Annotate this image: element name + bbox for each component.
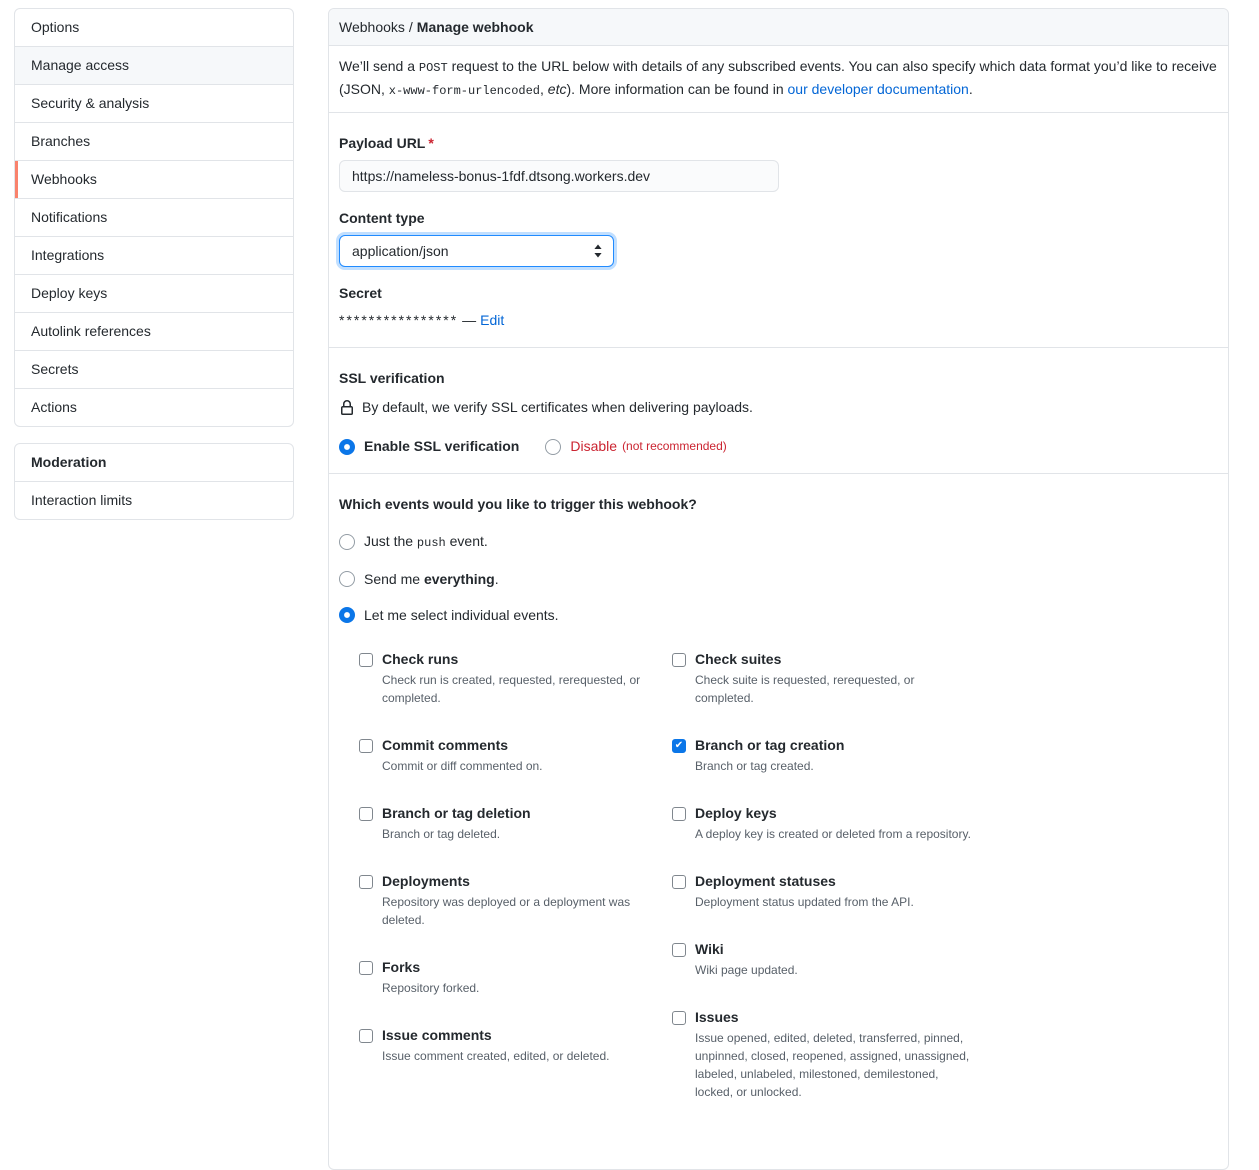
event-item-text	[382, 1025, 609, 1065]
ssl-enable-radio[interactable]	[339, 439, 355, 455]
event-checkbox[interactable]	[359, 807, 373, 821]
sidebar-item[interactable]: Manage access	[15, 46, 293, 84]
page-title: Manage webhook	[416, 19, 534, 35]
event-description: Repository was deployed or a deployment was deleted.	[382, 895, 631, 927]
sidebar-item[interactable]: Branches	[15, 122, 293, 160]
event-item-text	[695, 803, 971, 843]
sidebar-item[interactable]: Integrations	[15, 236, 293, 274]
event-item	[672, 1007, 975, 1101]
event-checkbox[interactable]	[672, 943, 686, 957]
ssl-note-text: By default, we verify SSL certificates when delivering payloads.	[362, 399, 753, 415]
intro-text: ). More information can be found in	[566, 81, 788, 97]
just-push-label	[364, 531, 488, 553]
event-title[interactable]: Issues	[695, 1009, 739, 1025]
event-item	[672, 649, 975, 707]
breadcrumb	[329, 9, 1228, 46]
sidebar-item[interactable]: Security & analysis	[15, 84, 293, 122]
sidebar-item[interactable]: Actions	[15, 388, 293, 426]
secret-edit-link[interactable]: Edit	[480, 312, 505, 328]
event-description: Deployment status updated from the API.	[695, 895, 914, 909]
label-bold-text: everything	[423, 571, 495, 587]
event-description: Issue opened, edited, deleted, transferred, pinned, unpinned, closed, reopened, assigned, unassigned, labeled, unlabeled, milestoned, demilestoned, locked, or unlocked.	[695, 1031, 970, 1099]
event-checkbox[interactable]	[359, 961, 373, 975]
everything-label	[364, 569, 499, 589]
repo-settings-nav	[14, 8, 294, 427]
webhook-intro-text	[329, 46, 1228, 113]
event-item-text	[695, 735, 844, 775]
just-push-radio[interactable]	[339, 534, 355, 550]
intro-code-post: POST	[418, 61, 448, 75]
event-checkbox[interactable]	[672, 1011, 686, 1025]
ssl-verification-heading: SSL verification	[339, 370, 445, 386]
event-checkbox[interactable]	[672, 807, 686, 821]
event-item-text	[695, 649, 975, 707]
secret-field-group	[339, 283, 1218, 331]
event-item-text	[382, 871, 662, 929]
event-item	[359, 957, 672, 997]
event-title[interactable]: Issue comments	[382, 1027, 492, 1043]
select-caret-icon	[593, 243, 603, 259]
events-heading: Which events would you like to trigger this webhook?	[339, 496, 697, 512]
event-checkbox[interactable]	[359, 653, 373, 667]
sidebar-item[interactable]: Autolink references	[15, 312, 293, 350]
ssl-disable-option[interactable]	[545, 436, 726, 457]
event-item	[672, 735, 975, 775]
intro-text: ,	[540, 81, 548, 97]
event-checkbox[interactable]	[359, 875, 373, 889]
event-checkbox[interactable]	[672, 653, 686, 667]
event-column-left	[359, 649, 672, 1129]
ssl-enable-option[interactable]	[339, 436, 519, 457]
ssl-options-row	[339, 436, 1218, 457]
individual-events-radio[interactable]	[339, 607, 355, 623]
events-section	[329, 474, 1228, 1169]
event-item	[359, 1025, 672, 1065]
event-title[interactable]: Commit comments	[382, 737, 509, 753]
event-title[interactable]: Deployments	[382, 873, 470, 889]
event-item-text	[382, 735, 543, 775]
event-title[interactable]: Forks	[382, 959, 421, 975]
event-item	[672, 871, 975, 911]
moderation-nav-header: Moderation	[15, 444, 293, 482]
breadcrumb-separator: /	[408, 19, 413, 35]
payload-url-field-group	[339, 133, 1218, 192]
individual-events-label: Let me select individual events.	[364, 607, 559, 623]
content-type-select[interactable]	[339, 235, 614, 267]
secret-separator: —	[462, 312, 477, 328]
event-description: Branch or tag created.	[695, 759, 814, 773]
event-description: Commit or diff commented on.	[382, 759, 543, 773]
event-title[interactable]: Deployment statuses	[695, 873, 836, 889]
event-item	[359, 735, 672, 775]
event-description: Repository forked.	[382, 981, 480, 995]
sidebar-item[interactable]: Interaction limits	[31, 492, 133, 508]
event-description: Branch or tag deleted.	[382, 827, 501, 841]
event-title[interactable]: Branch or tag deletion	[382, 805, 531, 821]
event-title[interactable]: Deploy keys	[695, 805, 777, 821]
settings-sidebar	[14, 8, 294, 520]
content-type-selected-value: application/json	[352, 243, 449, 259]
event-item-text	[695, 871, 914, 911]
event-checkbox[interactable]	[359, 739, 373, 753]
ssl-disable-radio[interactable]	[545, 439, 561, 455]
event-checkbox[interactable]	[672, 875, 686, 889]
ssl-verification-section	[329, 348, 1228, 474]
content-type-label: Content type	[339, 210, 425, 226]
ssl-disable-label: Disable	[570, 438, 618, 454]
everything-radio[interactable]	[339, 571, 355, 587]
event-description: Check run is created, requested, rerequested, or completed.	[382, 673, 641, 705]
event-description: Check suite is requested, rerequested, or completed.	[695, 673, 915, 705]
event-option-everything[interactable]	[339, 569, 1218, 589]
event-item	[359, 803, 672, 843]
event-item	[359, 871, 672, 929]
label-text: .	[494, 571, 499, 587]
intro-text: request to the URL below with details of any subscribed events. You can also specify which data format you’d like to receive (JSON,	[339, 58, 1217, 97]
event-item-text	[382, 957, 479, 997]
moderation-nav	[14, 443, 294, 520]
event-item	[359, 649, 672, 707]
event-description: A deploy key is created or deleted from a repository.	[695, 827, 971, 841]
ssl-note-row	[339, 397, 1218, 418]
event-item	[672, 939, 975, 979]
sidebar-item[interactable]: Notifications	[15, 198, 293, 236]
ssl-disable-note: (not recommended)	[622, 439, 727, 453]
event-checkbox-grid	[359, 649, 1218, 1129]
payload-url-label	[339, 133, 1218, 154]
event-item-text	[695, 1007, 975, 1101]
manage-webhook-panel	[328, 8, 1229, 1170]
event-title[interactable]: Check suites	[695, 651, 782, 667]
event-item-text	[382, 649, 662, 707]
sidebar-item[interactable]: Secrets	[15, 350, 293, 388]
webhook-config-section	[329, 113, 1228, 348]
sidebar-item[interactable]: Webhooks	[15, 160, 293, 198]
intro-etc: etc	[547, 81, 567, 97]
intro-code-urlencoded: x-www-form-urlencoded	[388, 84, 541, 98]
payload-url-input[interactable]	[339, 160, 779, 192]
event-description: Issue comment created, edited, or deleted.	[382, 1049, 610, 1063]
label-text: Just the	[364, 533, 417, 549]
event-option-individual[interactable]	[339, 605, 1218, 625]
required-asterisk: *	[428, 135, 434, 151]
breadcrumb-webhooks-link[interactable]: Webhooks	[339, 19, 405, 35]
sidebar-item[interactable]: Deploy keys	[15, 274, 293, 312]
event-title[interactable]: Wiki	[695, 941, 724, 957]
event-checkbox[interactable]	[359, 1029, 373, 1043]
event-item	[672, 803, 975, 843]
content-type-field-group	[339, 208, 1218, 267]
secret-value-row	[339, 310, 1218, 331]
event-option-just-push[interactable]	[339, 531, 1218, 553]
ssl-enable-label: Enable SSL verification	[364, 438, 520, 454]
lock-icon	[339, 400, 355, 416]
payload-url-label-text: Payload URL	[339, 135, 426, 151]
event-item-text	[382, 803, 531, 843]
label-text: Send me	[364, 571, 424, 587]
intro-text: .	[968, 81, 973, 97]
event-description: Wiki page updated.	[695, 963, 798, 977]
event-title[interactable]: Check runs	[382, 651, 459, 667]
event-item-text	[695, 939, 798, 979]
developer-documentation-link[interactable]: our developer documentation	[787, 81, 969, 97]
sidebar-item[interactable]: Options	[31, 19, 80, 35]
secret-label: Secret	[339, 285, 382, 301]
event-column-right	[672, 649, 975, 1129]
secret-masked-value: ****************	[339, 312, 459, 328]
intro-text: We’ll send a	[339, 58, 419, 74]
label-text: event.	[445, 533, 488, 549]
event-checkbox[interactable]	[672, 739, 686, 753]
push-code: push	[416, 536, 446, 550]
event-title[interactable]: Branch or tag creation	[695, 737, 845, 753]
